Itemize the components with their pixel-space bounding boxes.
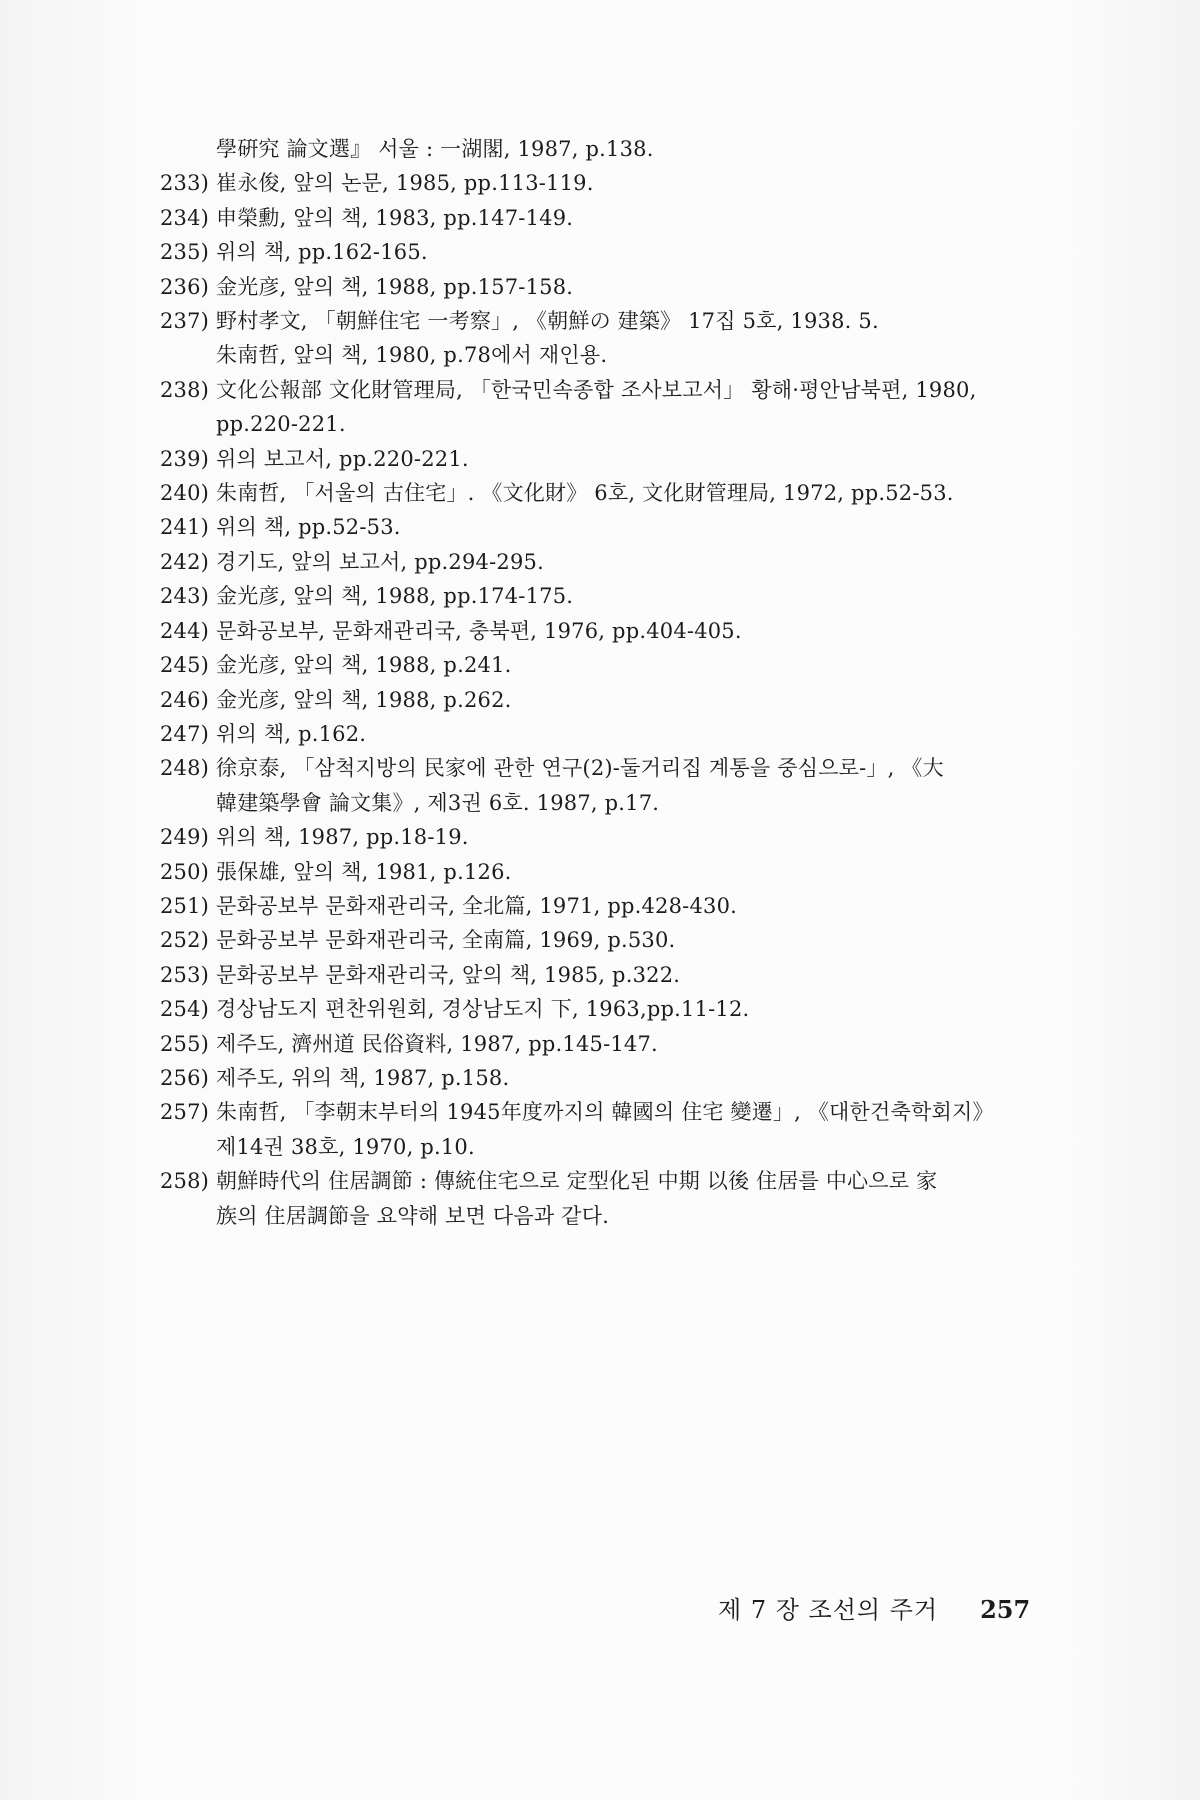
endnote bbox=[160, 1027, 1090, 1061]
endnote-text: 위의 책, pp.52-53. bbox=[216, 515, 401, 540]
endnote-number: 239) bbox=[160, 446, 210, 471]
page-number: 257 bbox=[980, 1595, 1031, 1624]
endnote bbox=[160, 270, 1090, 304]
endnote-number: 241) bbox=[160, 515, 210, 540]
endnote bbox=[160, 1164, 1090, 1198]
endnote-text: 張保雄, 앞의 책, 1981, p.126. bbox=[216, 859, 512, 884]
endnote-text: 朱南哲, 「서울의 古住宅」. 《文化財》 6호, 文化財管理局, 1972, pp.52-53. bbox=[216, 481, 954, 506]
endnote-text: 韓建築學會 論文集》, 제3권 6호. 1987, p.17. bbox=[216, 790, 660, 815]
endnote-number: 240) bbox=[160, 481, 210, 506]
endnote bbox=[160, 992, 1090, 1026]
endnote-text: 族의 住居調節을 요약해 보면 다음과 같다. bbox=[216, 1203, 610, 1228]
endnote-text: 위의 책, p.162. bbox=[216, 721, 367, 746]
endnote-text: 朱南哲, 앞의 책, 1980, p.78에서 재인용. bbox=[216, 343, 608, 368]
endnote-continuation bbox=[160, 132, 1090, 166]
endnote-text: 金光彦, 앞의 책, 1988, pp.157-158. bbox=[216, 274, 574, 299]
endnote bbox=[160, 545, 1090, 579]
endnote-number: 258) bbox=[160, 1169, 210, 1194]
endnote-text: 野村孝文, 「朝鮮住宅 一考察」, 《朝鮮の 建築》 17집 5호, 1938. 5. bbox=[216, 309, 879, 334]
endnote-number: 244) bbox=[160, 618, 210, 643]
endnote-continuation bbox=[160, 1130, 1090, 1164]
endnote-number: 243) bbox=[160, 584, 210, 609]
endnote-text: 朝鮮時代의 住居調節 : 傳統住宅으로 定型化된 中期 以後 住居를 中心으로 家 bbox=[216, 1169, 938, 1194]
endnote bbox=[160, 958, 1090, 992]
endnote-number: 242) bbox=[160, 549, 210, 574]
endnote-text: 문화공보부 문화재관리국, 앞의 책, 1985, p.322. bbox=[216, 962, 681, 987]
endnote-number: 250) bbox=[160, 859, 210, 884]
endnote-number: 252) bbox=[160, 928, 210, 953]
endnote-number: 246) bbox=[160, 687, 210, 712]
endnote-text: 金光彦, 앞의 책, 1988, p.241. bbox=[216, 653, 512, 678]
endnote-number: 245) bbox=[160, 653, 210, 678]
endnote bbox=[160, 579, 1090, 613]
page-footer bbox=[718, 1590, 1030, 1625]
endnote-number: 248) bbox=[160, 756, 210, 781]
endnote-continuation bbox=[160, 407, 1090, 441]
endnote bbox=[160, 889, 1090, 923]
endnote-text: 문화공보부, 문화재관리국, 충북편, 1976, pp.404-405. bbox=[216, 618, 742, 643]
endnote bbox=[160, 201, 1090, 235]
endnote-text: 경상남도지 편찬위원회, 경상남도지 下, 1963,pp.11-12. bbox=[216, 997, 750, 1022]
endnote bbox=[160, 235, 1090, 269]
endnote-number: 255) bbox=[160, 1031, 210, 1056]
endnote bbox=[160, 855, 1090, 889]
endnote-continuation bbox=[160, 338, 1090, 372]
endnote bbox=[160, 923, 1090, 957]
endnote-continuation bbox=[160, 786, 1090, 820]
endnote bbox=[160, 717, 1090, 751]
endnote bbox=[160, 1061, 1090, 1095]
endnote bbox=[160, 442, 1090, 476]
endnote-text: 金光彦, 앞의 책, 1988, pp.174-175. bbox=[216, 584, 574, 609]
endnote-number: 238) bbox=[160, 377, 210, 402]
endnote-text: 申榮勳, 앞의 책, 1983, pp.147-149. bbox=[216, 205, 574, 230]
endnote-number: 236) bbox=[160, 274, 210, 299]
endnote-text: 金光彦, 앞의 책, 1988, p.262. bbox=[216, 687, 512, 712]
endnote bbox=[160, 751, 1090, 785]
endnote bbox=[160, 614, 1090, 648]
endnote-number: 253) bbox=[160, 962, 210, 987]
endnote-number: 233) bbox=[160, 171, 210, 196]
endnote bbox=[160, 166, 1090, 200]
endnote-text: 제14권 38호, 1970, p.10. bbox=[216, 1134, 475, 1159]
endnote-continuation bbox=[160, 1199, 1090, 1233]
endnote bbox=[160, 373, 1090, 407]
endnote bbox=[160, 476, 1090, 510]
endnote-text: 學硏究 論文選』 서울 : 一湖閣, 1987, p.138. bbox=[216, 137, 654, 161]
endnote-text: 제주도, 濟州道 民俗資料, 1987, pp.145-147. bbox=[216, 1031, 658, 1056]
endnote-text: 문화공보부 문화재관리국, 全南篇, 1969, p.530. bbox=[216, 928, 676, 953]
endnote-number: 237) bbox=[160, 309, 210, 334]
endnote-text: 徐京泰, 「삼척지방의 民家에 관한 연구(2)-둘거리집 계통을 중심으로-」, 《大 bbox=[216, 756, 944, 781]
endnote bbox=[160, 820, 1090, 854]
endnote bbox=[160, 304, 1090, 338]
endnote-number: 234) bbox=[160, 205, 210, 230]
endnote-number: 249) bbox=[160, 825, 210, 850]
endnotes-list bbox=[160, 132, 1090, 1233]
endnote bbox=[160, 510, 1090, 544]
endnote-text: pp.220-221. bbox=[216, 412, 346, 437]
endnote-number: 256) bbox=[160, 1065, 210, 1090]
endnote-text: 경기도, 앞의 보고서, pp.294-295. bbox=[216, 549, 544, 574]
running-footer-chapter: 제 7 장 조선의 주거 bbox=[718, 1596, 939, 1624]
endnote-text: 崔永俊, 앞의 논문, 1985, pp.113-119. bbox=[216, 171, 594, 196]
endnote-text: 제주도, 위의 책, 1987, p.158. bbox=[216, 1065, 510, 1090]
endnote bbox=[160, 648, 1090, 682]
endnote-text: 朱南哲, 「李朝末부터의 1945年度까지의 韓國의 住宅 變遷」, 《대한건축학회지》 bbox=[216, 1100, 994, 1125]
endnote-number: 251) bbox=[160, 893, 210, 918]
endnote-text: 위의 보고서, pp.220-221. bbox=[216, 446, 469, 471]
endnote-number: 247) bbox=[160, 721, 210, 746]
endnote bbox=[160, 683, 1090, 717]
endnote-text: 위의 책, pp.162-165. bbox=[216, 240, 428, 265]
endnote-text: 위의 책, 1987, pp.18-19. bbox=[216, 825, 469, 850]
endnote bbox=[160, 1095, 1090, 1129]
endnote-number: 235) bbox=[160, 240, 210, 265]
endnote-number: 254) bbox=[160, 997, 210, 1022]
endnote-text: 문화공보부 문화재관리국, 全北篇, 1971, pp.428-430. bbox=[216, 893, 738, 918]
endnote-number: 257) bbox=[160, 1100, 210, 1125]
endnote-text: 文化公報部 文化財管理局, 「한국민속종합 조사보고서」 황해·평안남북편, 1980, bbox=[216, 377, 977, 402]
